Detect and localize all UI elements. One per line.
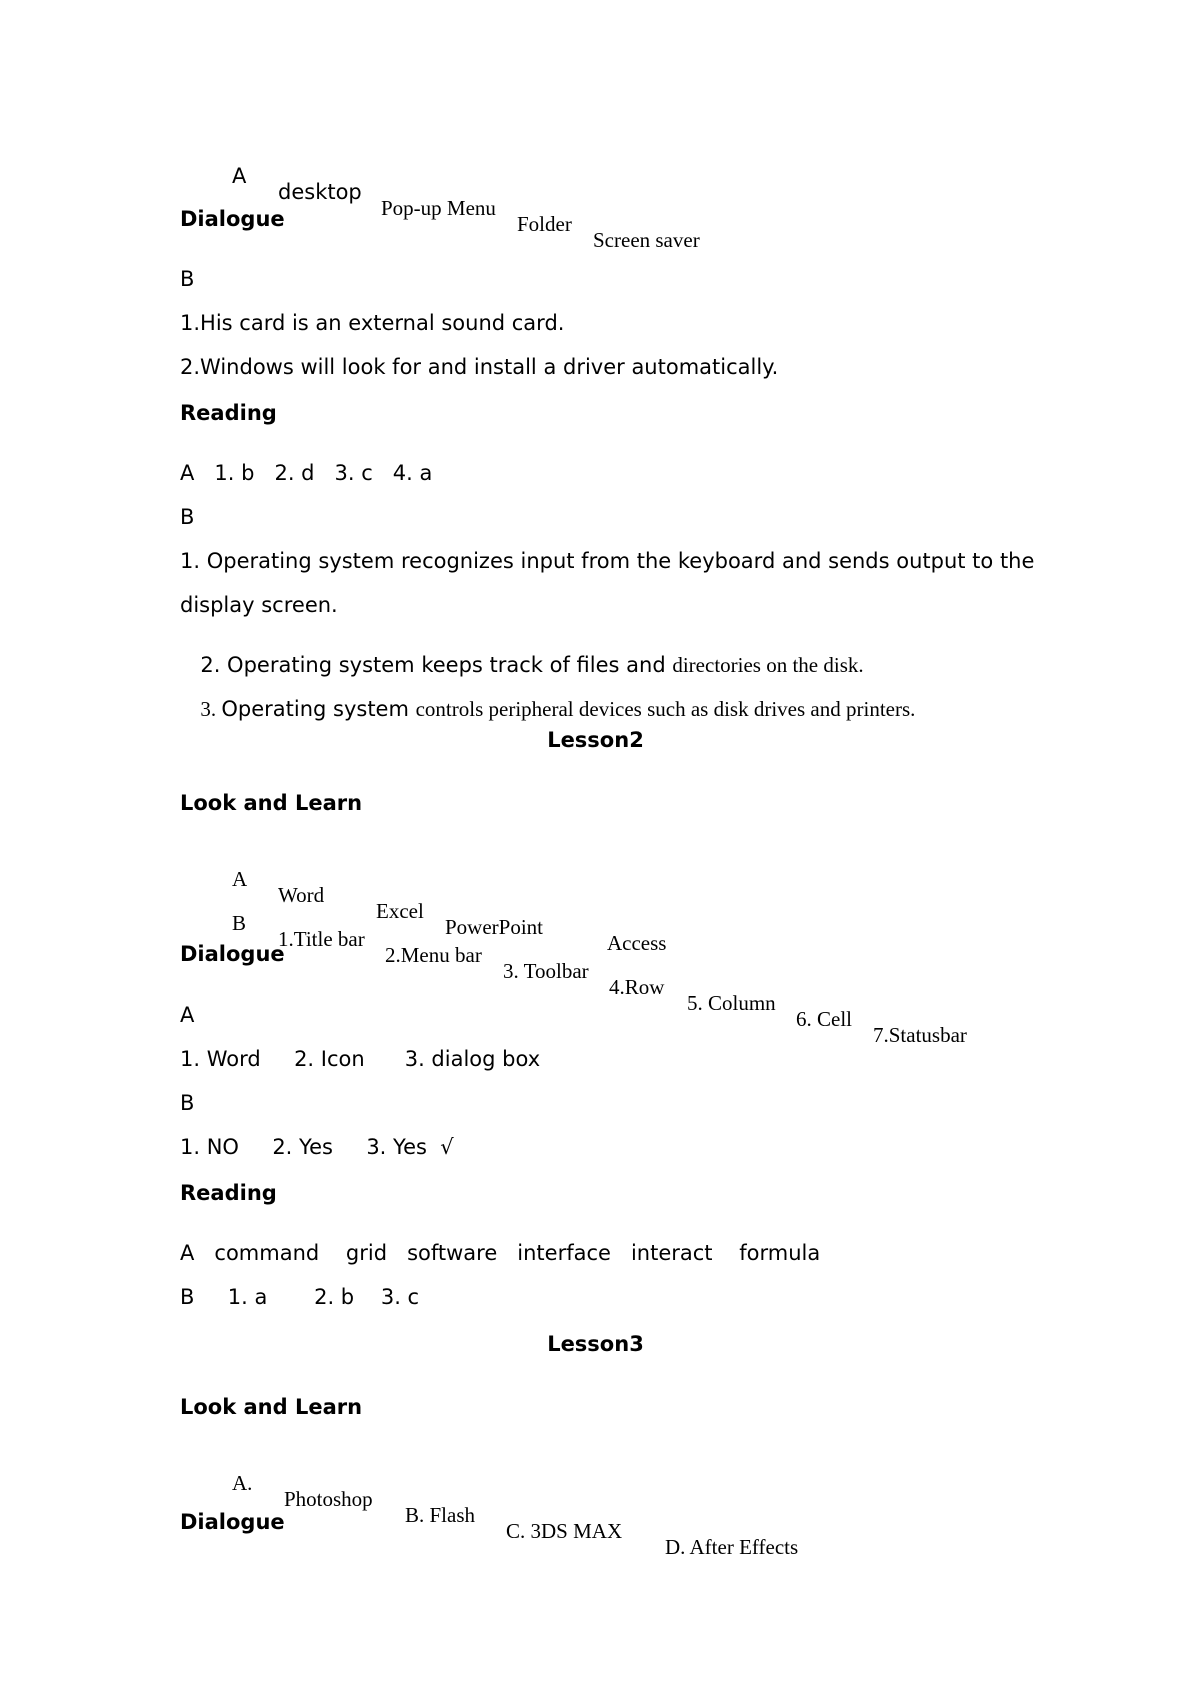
l2-a-item-access: Access — [607, 931, 667, 955]
l1-a-label: A — [232, 164, 247, 188]
l1-reading-line-1a: 1. Operating system recognizes input from the keyboard and sends output to the — [180, 549, 1035, 573]
l2-dialogue-b-line: 1. NO 2. Yes 3. Yes √ — [180, 1135, 454, 1159]
l2-b-item-3: 3. Toolbar — [503, 959, 589, 983]
l2-dialogue-heading: Dialogue — [180, 942, 285, 966]
l2-a-item-word: Word — [278, 883, 325, 907]
l2-dialogue-a-label: A — [180, 1003, 195, 1027]
l2-b-item-7: 7.Statusbar — [873, 1023, 967, 1047]
lesson2-title: Lesson2 — [547, 728, 644, 752]
l3-item-a: A. — [232, 1471, 253, 1495]
l2-reading-a-line: A command grid software interface interact formula — [180, 1241, 821, 1265]
lesson3-title: Lesson3 — [547, 1332, 644, 1356]
l3-look-learn-row — [0, 1457, 1191, 1569]
l1-reading-heading: Reading — [180, 401, 277, 425]
l1-a-item-popup: Pop-up Menu — [381, 196, 496, 220]
l2-reading-heading: Reading — [180, 1181, 277, 1205]
l1-reading-line-3-num: 3. — [200, 697, 222, 721]
l2-b-item-4: 4.Row — [609, 975, 665, 999]
l1-look-learn-a-row — [0, 150, 1191, 262]
l1-dialogue-line-2: 2.Windows will look for and install a driver automatically. — [180, 355, 779, 379]
l1-reading-b-label: B — [180, 505, 195, 529]
l2-look-learn-heading: Look and Learn — [180, 791, 363, 815]
l1-reading-line-3-sans: Operating system — [221, 697, 416, 721]
l1-reading-line-3-serif: controls peripheral devices such as disk drives and printers. — [415, 697, 916, 721]
l1-reading-line-1b: display screen. — [180, 593, 338, 617]
l1-reading-a-line: A 1. b 2. d 3. c 4. a — [180, 461, 433, 485]
l3-item-aftereffects: D. After Effects — [665, 1535, 799, 1559]
l2-look-learn-b-row — [0, 897, 1191, 1057]
l1-reading-line-2-serif: directories on the disk. — [672, 653, 864, 677]
l1-dialogue-line-1: 1.His card is an external sound card. — [180, 311, 565, 335]
l3-item-3dsmax: C. 3DS MAX — [506, 1519, 623, 1543]
l3-item-photoshop: Photoshop — [284, 1487, 373, 1511]
l1-reading-line-2-sans: 2. Operating system keeps track of files and — [200, 653, 673, 677]
l1-a-item-screensaver: Screen saver — [593, 228, 700, 252]
l2-b-label: B — [232, 911, 247, 935]
l2-b-item-2: 2.Menu bar — [385, 943, 482, 967]
l1-dialogue-heading: Dialogue — [180, 207, 285, 231]
l3-item-flash: B. Flash — [405, 1503, 476, 1527]
l2-reading-b-line: B 1. a 2. b 3. c — [180, 1285, 420, 1309]
l1-a-item-desktop: desktop — [278, 180, 362, 204]
l3-dialogue-heading: Dialogue — [180, 1510, 285, 1534]
l2-a-item-excel: Excel — [376, 899, 424, 923]
l1-a-item-folder: Folder — [517, 212, 572, 236]
l2-a-item-powerpoint: PowerPoint — [445, 915, 544, 939]
l3-look-learn-heading: Look and Learn — [180, 1395, 363, 1419]
l2-a-label: A — [232, 867, 248, 891]
l2-dialogue-b-label: B — [180, 1091, 195, 1115]
l2-b-item-1: 1.Title bar — [278, 927, 365, 951]
l2-b-item-6: 6. Cell — [796, 1007, 852, 1031]
l1-dialogue-b-label: B — [180, 267, 195, 291]
l2-b-item-5: 5. Column — [687, 991, 776, 1015]
l2-dialogue-a-line: 1. Word 2. Icon 3. dialog box — [180, 1047, 541, 1071]
